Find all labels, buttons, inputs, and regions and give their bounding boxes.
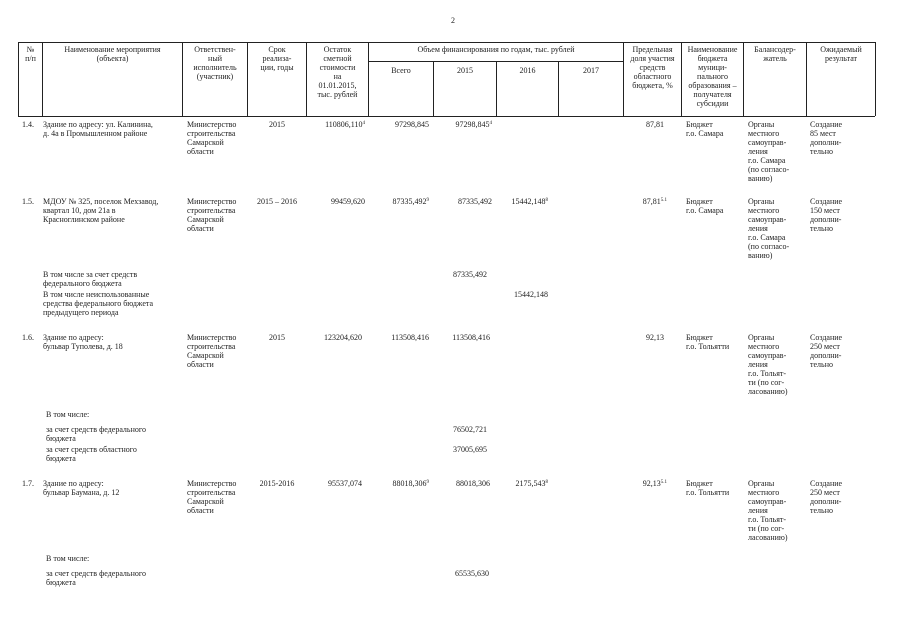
footnote-mark: 5.1 bbox=[660, 480, 667, 485]
header-2017: 2017 bbox=[583, 66, 599, 75]
header-funding: Объем финансирования по годам, тыс. рублей bbox=[417, 45, 575, 54]
subrow-2015: 87335,492 bbox=[453, 270, 487, 279]
header-2016: 2016 bbox=[519, 66, 536, 75]
row-2015: 97298,845$^4$ bbox=[455, 120, 492, 129]
row-period: 2015-2016 bbox=[259, 479, 295, 488]
footnote-mark: 9 bbox=[426, 480, 429, 485]
row-holder: Органы местного самоуправ- ления г.о. Самара (по согласо- ванию) bbox=[748, 197, 790, 260]
header-total: Всего bbox=[391, 66, 411, 75]
row-period: 2015 bbox=[269, 120, 285, 129]
footnote-mark: 4 bbox=[362, 121, 365, 126]
row-responsible: Министерство строительства Самарской области bbox=[187, 333, 237, 369]
footnote-mark: 5.1 bbox=[660, 198, 667, 203]
header-balance: Остаток сметной стоимости на 01.01.2015, тыс. рублей bbox=[317, 45, 358, 99]
row-number: 1.7. bbox=[22, 479, 34, 488]
header-responsible: Ответствен- ный исполнитель (участник) bbox=[193, 45, 237, 81]
page-number: 2 bbox=[451, 16, 455, 25]
row-holder: Органы местного самоуправ- ления г.о. Самара (по согласо- ванию) bbox=[748, 120, 790, 183]
row-responsible: Министерство строительства Самарской области bbox=[187, 479, 237, 515]
row-responsible: Министерство строительства Самарской области bbox=[187, 120, 237, 156]
row-balance: 99459,620 bbox=[331, 197, 365, 206]
subrow-2015: 65535,630 bbox=[455, 569, 489, 578]
row-2015: 87335,492 bbox=[458, 197, 492, 206]
row-budget: Бюджет г.о. Самара bbox=[686, 120, 724, 138]
row-2015: 113508,416 bbox=[452, 333, 490, 342]
footnote-mark: 4 bbox=[489, 121, 492, 126]
row-result: Создание 250 мест дополни- тельно bbox=[810, 479, 843, 515]
row-balance: 110806,110$^4$ bbox=[325, 120, 365, 129]
row-holder: Органы местного самоуправ- ления г.о. Тольят- ти (по сог- ласованию) bbox=[748, 479, 788, 542]
row-budget: Бюджет г.о. Тольятти bbox=[686, 333, 730, 351]
footnote-mark: 8 bbox=[545, 198, 548, 203]
row-result: Создание 85 мест дополни- тельно bbox=[810, 120, 843, 156]
row-name: Здание по адресу: бульвар Баумана, д. 12 bbox=[43, 479, 120, 497]
subrow-label: за счет средств федерального бюджета bbox=[46, 569, 146, 587]
subrow-2016: 15442,148 bbox=[514, 290, 548, 299]
header-period: Срок реализа- ции, годы bbox=[260, 45, 294, 72]
header-number: № п/п bbox=[25, 45, 36, 63]
row-name: Здание по адресу: ул. Калинина, д. 4а в Промышленном районе bbox=[43, 120, 153, 138]
row-2015: 88018,306 bbox=[456, 479, 490, 488]
row-total: 97298,845 bbox=[395, 120, 429, 129]
row-share: 87,81 bbox=[646, 120, 664, 129]
header-2015: 2015 bbox=[457, 66, 473, 75]
row-budget: Бюджет г.о. Тольятти bbox=[686, 479, 730, 497]
header-share: Предельная доля участия средств областного бюджета, % bbox=[630, 45, 675, 90]
row-result: Создание 250 мест дополни- тельно bbox=[810, 333, 843, 369]
row-balance: 95537,074 bbox=[328, 479, 362, 488]
subrow-2015: 37005,695 bbox=[453, 445, 487, 454]
row-2016: 15442,148$^8$ bbox=[511, 197, 548, 206]
row-period: 2015 bbox=[269, 333, 285, 342]
row-responsible: Министерство строительства Самарской области bbox=[187, 197, 237, 233]
subrow-heading: В том числе: bbox=[46, 410, 90, 419]
row-share: $92,13^{5.1}$ bbox=[642, 479, 667, 488]
row-total: 113508,416 bbox=[391, 333, 429, 342]
row-budget: Бюджет г.о. Самара bbox=[686, 197, 724, 215]
row-balance: 123204,620 bbox=[324, 333, 362, 342]
row-share: 92,13 bbox=[646, 333, 664, 342]
row-share: $87,81^{5.1}$ bbox=[642, 197, 667, 206]
header-name: Наименование мероприятия (объекта) bbox=[64, 45, 161, 63]
row-result: Создание 150 мест дополни- тельно bbox=[810, 197, 843, 233]
row-2016: 2175,543$^8$ bbox=[515, 479, 548, 488]
row-number: 1.6. bbox=[22, 333, 34, 342]
row-name: МДОУ № 325, поселок Мехзавод, квартал 10, дом 21а в Красноглинском районе bbox=[43, 197, 159, 224]
row-period: 2015 – 2016 bbox=[257, 197, 297, 206]
row-number: 1.4. bbox=[22, 120, 34, 129]
row-total: 88018,306$^9$ bbox=[392, 479, 429, 488]
header-holder: Балансодер- жатель bbox=[754, 45, 796, 63]
row-total: 87335,492$^9$ bbox=[392, 197, 429, 206]
subrow-label: В том числе неиспользованные средства федерального бюджета предыдущего периода bbox=[43, 290, 154, 317]
row-name: Здание по адресу: бульвар Туполева, д. 18 bbox=[43, 333, 123, 351]
header-result: Ожидаемый результат bbox=[820, 45, 862, 63]
header-budget-name: Наименование бюджета муници- пального образования – получателя субсидии bbox=[687, 45, 738, 108]
subrow-2015: 76502,721 bbox=[453, 425, 487, 434]
subrow-label: В том числе за счет средств федерального бюджета bbox=[43, 270, 138, 288]
row-number: 1.5. bbox=[22, 197, 34, 206]
subrow-label: за счет средств областного бюджета bbox=[46, 445, 137, 463]
row-holder: Органы местного самоуправ- ления г.о. Тольят- ти (по сог- ласованию) bbox=[748, 333, 788, 396]
subrow-label: за счет средств федерального бюджета bbox=[46, 425, 146, 443]
footnote-mark: 8 bbox=[545, 480, 548, 485]
subrow-heading: В том числе: bbox=[46, 554, 90, 563]
footnote-mark: 9 bbox=[426, 198, 429, 203]
